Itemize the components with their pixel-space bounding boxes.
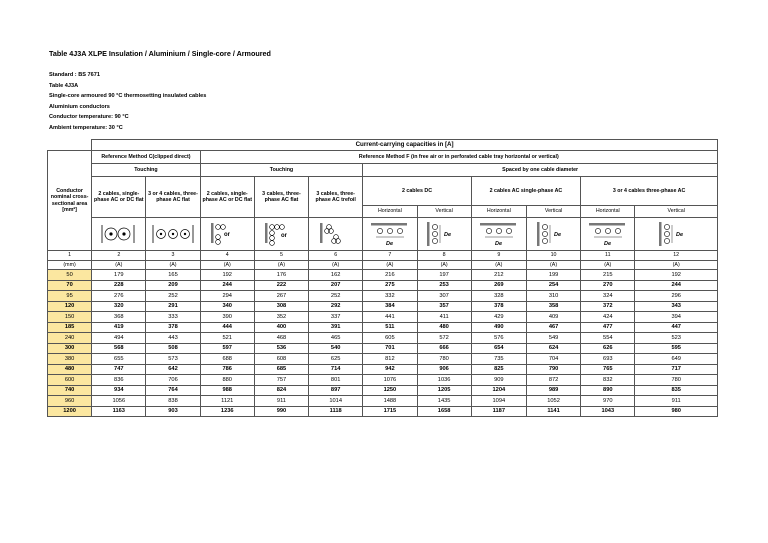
diagram-2-cables-tray (200, 218, 254, 251)
capacity-value-cell: 765 (581, 364, 635, 375)
capacity-value-cell: 903 (146, 406, 200, 417)
capacity-value-cell: 521 (200, 333, 254, 344)
capacity-value-cell: 276 (92, 291, 146, 302)
horizontal-header: Horizontal (471, 206, 526, 218)
capacity-value-cell: 909 (471, 375, 526, 386)
unit-label: (A) (92, 260, 146, 270)
meta-conductor-material: Aluminium conductors (49, 103, 110, 110)
table-title: Table 4J3A XLPE Insulation / Aluminium / Single-core / Armoured (49, 49, 271, 58)
table-row (48, 385, 718, 396)
capacity-value-cell: 1236 (200, 406, 254, 417)
capacity-value-cell: 324 (581, 291, 635, 302)
capacity-table (47, 139, 718, 417)
capacity-value-cell: 465 (309, 333, 363, 344)
column-number: 3 (146, 251, 200, 261)
table-row (48, 322, 718, 333)
capacity-value-cell: 1056 (92, 396, 146, 407)
capacity-value-cell: 292 (309, 301, 363, 312)
capacity-value-cell: 269 (471, 280, 526, 291)
column-number-row (48, 251, 718, 261)
column-number: 5 (254, 251, 308, 261)
capacity-value-cell: 467 (526, 322, 580, 333)
capacity-value-cell: 747 (92, 364, 146, 375)
capacity-value-cell: 296 (635, 291, 718, 302)
corner-cell (48, 140, 92, 151)
capacity-value-cell: 424 (581, 312, 635, 323)
capacity-value-cell: 897 (309, 385, 363, 396)
method-f-header: Reference Method F (in free air or in perforated cable tray horizontal or vertical) (200, 151, 717, 164)
diagram-3-cables-clipped (146, 218, 200, 251)
table-row (48, 312, 718, 323)
cable-layout-diagram (261, 221, 301, 247)
meta-table: Table 4J3A (49, 82, 79, 89)
capacity-value-cell: 890 (581, 385, 635, 396)
capacity-value-cell: 1118 (309, 406, 363, 417)
capacity-value-cell: 333 (146, 312, 200, 323)
capacity-value-cell: 444 (200, 322, 254, 333)
svg-text:or: or (224, 232, 231, 238)
table-row (48, 291, 718, 302)
capacity-value-cell: 212 (471, 270, 526, 281)
capacity-value-cell: 192 (635, 270, 718, 281)
capacity-value-cell: 666 (417, 343, 471, 354)
capacity-value-cell: 310 (526, 291, 580, 302)
capacity-value-cell: 1036 (417, 375, 471, 386)
capacity-value-cell: 253 (417, 280, 471, 291)
capacity-value-cell: 701 (363, 343, 417, 354)
capacity-value-cell: 337 (309, 312, 363, 323)
unit-label: (A) (635, 260, 718, 270)
capacity-value-cell: 490 (471, 322, 526, 333)
capacity-value-cell: 536 (254, 343, 308, 354)
capacity-value-cell: 523 (635, 333, 718, 344)
unit-label: (A) (254, 260, 308, 270)
capacity-value-cell: 1204 (471, 385, 526, 396)
capacity-value-cell: 540 (309, 343, 363, 354)
col4-header: 2 cables, single-phase AC or DC flat (200, 177, 254, 218)
capacity-value-cell: 275 (363, 280, 417, 291)
conductor-size-cell: 70 (48, 280, 92, 291)
cable-layout-diagram (150, 222, 196, 246)
cable-layout-diagram (422, 220, 466, 248)
conductor-size-cell: 740 (48, 385, 92, 396)
capacity-value-cell: 320 (92, 301, 146, 312)
capacity-value-cell: 429 (471, 312, 526, 323)
capacity-value-cell: 838 (146, 396, 200, 407)
col2-header: 2 cables, single-phase AC or DC flat (92, 177, 146, 218)
capacity-value-cell: 688 (200, 354, 254, 365)
meta-ambient-temperature: Ambient temperature: 30 °C (49, 124, 123, 131)
capacity-value-cell: 1052 (526, 396, 580, 407)
capacity-value-cell: 340 (200, 301, 254, 312)
vertical-header: Vertical (417, 206, 471, 218)
cable-layout-diagram (654, 220, 698, 248)
conductor-size-cell: 380 (48, 354, 92, 365)
capacity-value-cell: 1076 (363, 375, 417, 386)
capacity-value-cell: 1141 (526, 406, 580, 417)
capacity-value-cell: 942 (363, 364, 417, 375)
unit-label: (A) (200, 260, 254, 270)
cable-layout-diagram (207, 221, 247, 247)
capacity-value-cell: 252 (146, 291, 200, 302)
capacity-value-cell: 1163 (92, 406, 146, 417)
conductor-size-cell: 120 (48, 301, 92, 312)
capacity-value-cell: 294 (200, 291, 254, 302)
diagram-ac-vertical (526, 218, 580, 251)
capacity-value-cell: 825 (471, 364, 526, 375)
conductor-size-cell: 300 (48, 343, 92, 354)
col5-header: 3 cables, three-phase AC flat (254, 177, 308, 218)
capacity-value-cell: 391 (309, 322, 363, 333)
capacity-value-cell: 786 (200, 364, 254, 375)
column-number: 4 (200, 251, 254, 261)
column-number: 6 (309, 251, 363, 261)
capacity-value-cell: 735 (471, 354, 526, 365)
capacity-value-cell: 368 (92, 312, 146, 323)
unit-label: (A) (146, 260, 200, 270)
capacity-value-cell: 988 (200, 385, 254, 396)
capacity-value-cell: 597 (200, 343, 254, 354)
touching-f-header: Touching (200, 164, 363, 177)
capacity-value-cell: 624 (526, 343, 580, 354)
diagram-3-cables-trefoil (309, 218, 363, 251)
capacity-value-cell: 880 (200, 375, 254, 386)
unit-label: (A) (581, 260, 635, 270)
capacity-value-cell: 1715 (363, 406, 417, 417)
conductor-size-cell: 240 (48, 333, 92, 344)
cable-layout-diagram (316, 221, 356, 247)
capacity-value-cell: 554 (581, 333, 635, 344)
capacity-value-cell: 812 (363, 354, 417, 365)
conductor-size-cell: 960 (48, 396, 92, 407)
unit-label: (mm) (48, 260, 92, 270)
table-row (48, 375, 718, 386)
capacity-value-cell: 199 (526, 270, 580, 281)
unit-row (48, 260, 718, 270)
capacity-value-cell: 477 (581, 322, 635, 333)
col6-header: 3 cables, three-phase AC trefoil (309, 177, 363, 218)
table-row (48, 406, 718, 417)
svg-text:De: De (676, 232, 684, 238)
capacity-value-cell: 568 (92, 343, 146, 354)
table-row (48, 301, 718, 312)
capacity-value-cell: 549 (526, 333, 580, 344)
capacity-value-cell: 608 (254, 354, 308, 365)
capacity-value-cell: 836 (92, 375, 146, 386)
column-number: 8 (417, 251, 471, 261)
meta-cable-type: Single-core armoured 90 °C thermosetting insulated cables (49, 93, 207, 100)
capacity-value-cell: 1205 (417, 385, 471, 396)
capacity-value-cell: 572 (417, 333, 471, 344)
capacity-value-cell: 1658 (417, 406, 471, 417)
capacity-value-cell: 1121 (200, 396, 254, 407)
capacity-value-cell: 911 (635, 396, 718, 407)
capacity-value-cell: 378 (471, 301, 526, 312)
capacity-value-cell: 1014 (309, 396, 363, 407)
capacity-value-cell: 780 (635, 375, 718, 386)
capacity-value-cell: 824 (254, 385, 308, 396)
capacity-value-cell: 706 (146, 375, 200, 386)
capacity-value-cell: 980 (635, 406, 718, 417)
capacity-value-cell: 790 (526, 364, 580, 375)
capacity-value-cell: 990 (254, 406, 308, 417)
column-number: 2 (92, 251, 146, 261)
unit-label: (A) (526, 260, 580, 270)
diagram-3-cables-tray (254, 218, 308, 251)
capacity-value-cell: 494 (92, 333, 146, 344)
table-row (48, 396, 718, 407)
diagram-2-cables-clipped (92, 218, 146, 251)
capacity-value-cell: 411 (417, 312, 471, 323)
svg-text:De: De (553, 232, 561, 238)
capacity-value-cell: 307 (417, 291, 471, 302)
capacity-value-cell: 757 (254, 375, 308, 386)
capacity-value-cell: 649 (635, 354, 718, 365)
horizontal-header: Horizontal (581, 206, 635, 218)
capacity-value-cell: 165 (146, 270, 200, 281)
cable-layout-diagram (477, 220, 521, 248)
column-number: 9 (471, 251, 526, 261)
conductor-size-cell: 185 (48, 322, 92, 333)
table-row (48, 364, 718, 375)
method-c-header: Reference Method C(clipped direct) (92, 151, 200, 164)
capacity-value-cell: 400 (254, 322, 308, 333)
conductor-size-cell: 95 (48, 291, 92, 302)
unit-label: (A) (309, 260, 363, 270)
capacity-value-cell: 390 (200, 312, 254, 323)
vertical-header: Vertical (526, 206, 580, 218)
capacity-value-cell: 801 (309, 375, 363, 386)
svg-text:De: De (444, 232, 452, 238)
capacity-value-cell: 228 (92, 280, 146, 291)
capacity-value-cell: 595 (635, 343, 718, 354)
capacity-value-cell: 934 (92, 385, 146, 396)
cable-layout-diagram (532, 220, 576, 248)
diagram-3ph-vertical (635, 218, 718, 251)
unit-label: (A) (471, 260, 526, 270)
svg-text:or: or (281, 233, 288, 239)
capacity-value-cell: 384 (363, 301, 417, 312)
capacity-value-cell: 693 (581, 354, 635, 365)
capacity-value-cell: 270 (581, 280, 635, 291)
column-number: 1 (48, 251, 92, 261)
capacity-value-cell: 906 (417, 364, 471, 375)
capacity-value-cell: 441 (363, 312, 417, 323)
svg-text:De: De (603, 241, 611, 247)
capacity-value-cell: 576 (471, 333, 526, 344)
table-row (48, 270, 718, 281)
conductor-size-cell: 150 (48, 312, 92, 323)
capacity-value-cell: 358 (526, 301, 580, 312)
capacity-value-cell: 642 (146, 364, 200, 375)
capacity-value-cell: 764 (146, 385, 200, 396)
conductor-size-cell: 1200 (48, 406, 92, 417)
capacity-value-cell: 1187 (471, 406, 526, 417)
conductor-header: Conductor nominal cross-sectional area [mm²] (48, 151, 92, 251)
table-row (48, 333, 718, 344)
capacity-value-cell: 480 (417, 322, 471, 333)
unit-label: (A) (417, 260, 471, 270)
capacity-value-cell: 468 (254, 333, 308, 344)
capacity-value-cell: 357 (417, 301, 471, 312)
capacity-value-cell: 989 (526, 385, 580, 396)
capacity-value-cell: 447 (635, 322, 718, 333)
capacity-value-cell: 378 (146, 322, 200, 333)
capacity-value-cell: 244 (635, 280, 718, 291)
capacity-value-cell: 197 (417, 270, 471, 281)
col3-header: 3 or 4 cables, three-phase AC flat (146, 177, 200, 218)
capacity-value-cell: 394 (635, 312, 718, 323)
ac2-header: 2 cables AC single-phase AC (471, 177, 580, 206)
capacity-value-cell: 179 (92, 270, 146, 281)
svg-text:De: De (494, 241, 502, 247)
capacity-value-cell: 343 (635, 301, 718, 312)
diagram-3ph-horizontal (581, 218, 635, 251)
unit-label: (A) (363, 260, 417, 270)
conductor-size-cell: 480 (48, 364, 92, 375)
capacity-value-cell: 222 (254, 280, 308, 291)
capacity-value-cell: 291 (146, 301, 200, 312)
capacity-value-cell: 409 (526, 312, 580, 323)
diagram-ac-horizontal (471, 218, 526, 251)
capacity-value-cell: 1094 (471, 396, 526, 407)
capacity-value-cell: 443 (146, 333, 200, 344)
vertical-header: Vertical (635, 206, 718, 218)
capacity-value-cell: 216 (363, 270, 417, 281)
capacity-value-cell: 332 (363, 291, 417, 302)
capacity-value-cell: 835 (635, 385, 718, 396)
capacity-value-cell: 215 (581, 270, 635, 281)
capacity-value-cell: 508 (146, 343, 200, 354)
horizontal-header: Horizontal (363, 206, 417, 218)
table-row (48, 280, 718, 291)
capacity-value-cell: 207 (309, 280, 363, 291)
capacity-value-cell: 626 (581, 343, 635, 354)
capacity-value-cell: 654 (471, 343, 526, 354)
capacity-value-cell: 714 (309, 364, 363, 375)
capacities-header: Current-carrying capacities in [A] (92, 140, 718, 151)
capacity-value-cell: 1250 (363, 385, 417, 396)
capacity-value-cell: 605 (363, 333, 417, 344)
capacity-value-cell: 1043 (581, 406, 635, 417)
touching-c-header: Touching (92, 164, 200, 177)
capacity-value-cell: 717 (635, 364, 718, 375)
capacity-value-cell: 252 (309, 291, 363, 302)
column-number: 12 (635, 251, 718, 261)
capacity-value-cell: 1488 (363, 396, 417, 407)
capacity-value-cell: 625 (309, 354, 363, 365)
capacity-value-cell: 685 (254, 364, 308, 375)
capacity-value-cell: 1435 (417, 396, 471, 407)
capacity-value-cell: 872 (526, 375, 580, 386)
capacity-value-cell: 780 (417, 354, 471, 365)
meta-standard: Standard : BS 7671 (49, 72, 100, 78)
diagram-dc-horizontal (363, 218, 417, 251)
svg-text:De: De (385, 241, 393, 247)
table-row (48, 354, 718, 365)
meta-conductor-temperature: Conductor temperature: 90 °C (49, 114, 129, 121)
conductor-size-cell: 50 (48, 270, 92, 281)
capacity-value-cell: 970 (581, 396, 635, 407)
table-row (48, 343, 718, 354)
capacity-value-cell: 573 (146, 354, 200, 365)
metadata-block (49, 70, 206, 134)
column-number: 10 (526, 251, 580, 261)
capacity-value-cell: 176 (254, 270, 308, 281)
capacity-value-cell: 655 (92, 354, 146, 365)
capacity-value-cell: 308 (254, 301, 308, 312)
conductor-size-cell: 600 (48, 375, 92, 386)
data-rows (48, 270, 718, 417)
capacity-value-cell: 419 (92, 322, 146, 333)
capacity-value-cell: 704 (526, 354, 580, 365)
capacity-value-cell: 244 (200, 280, 254, 291)
capacity-value-cell: 911 (254, 396, 308, 407)
capacity-value-cell: 372 (581, 301, 635, 312)
ac34-header: 3 or 4 cables three-phase AC (581, 177, 718, 206)
capacity-value-cell: 832 (581, 375, 635, 386)
capacity-value-cell: 162 (309, 270, 363, 281)
cable-layout-diagram (586, 220, 630, 248)
capacity-value-cell: 209 (146, 280, 200, 291)
capacity-value-cell: 192 (200, 270, 254, 281)
cable-layout-diagram (99, 222, 139, 246)
spaced-header: Spaced by one cable diameter (363, 164, 718, 177)
diagram-dc-vertical (417, 218, 471, 251)
dc2-header: 2 cables DC (363, 177, 471, 206)
column-number: 11 (581, 251, 635, 261)
capacity-value-cell: 267 (254, 291, 308, 302)
capacity-value-cell: 352 (254, 312, 308, 323)
capacity-value-cell: 254 (526, 280, 580, 291)
column-number: 7 (363, 251, 417, 261)
capacity-value-cell: 328 (471, 291, 526, 302)
cable-layout-diagram (368, 220, 412, 248)
capacity-value-cell: 511 (363, 322, 417, 333)
